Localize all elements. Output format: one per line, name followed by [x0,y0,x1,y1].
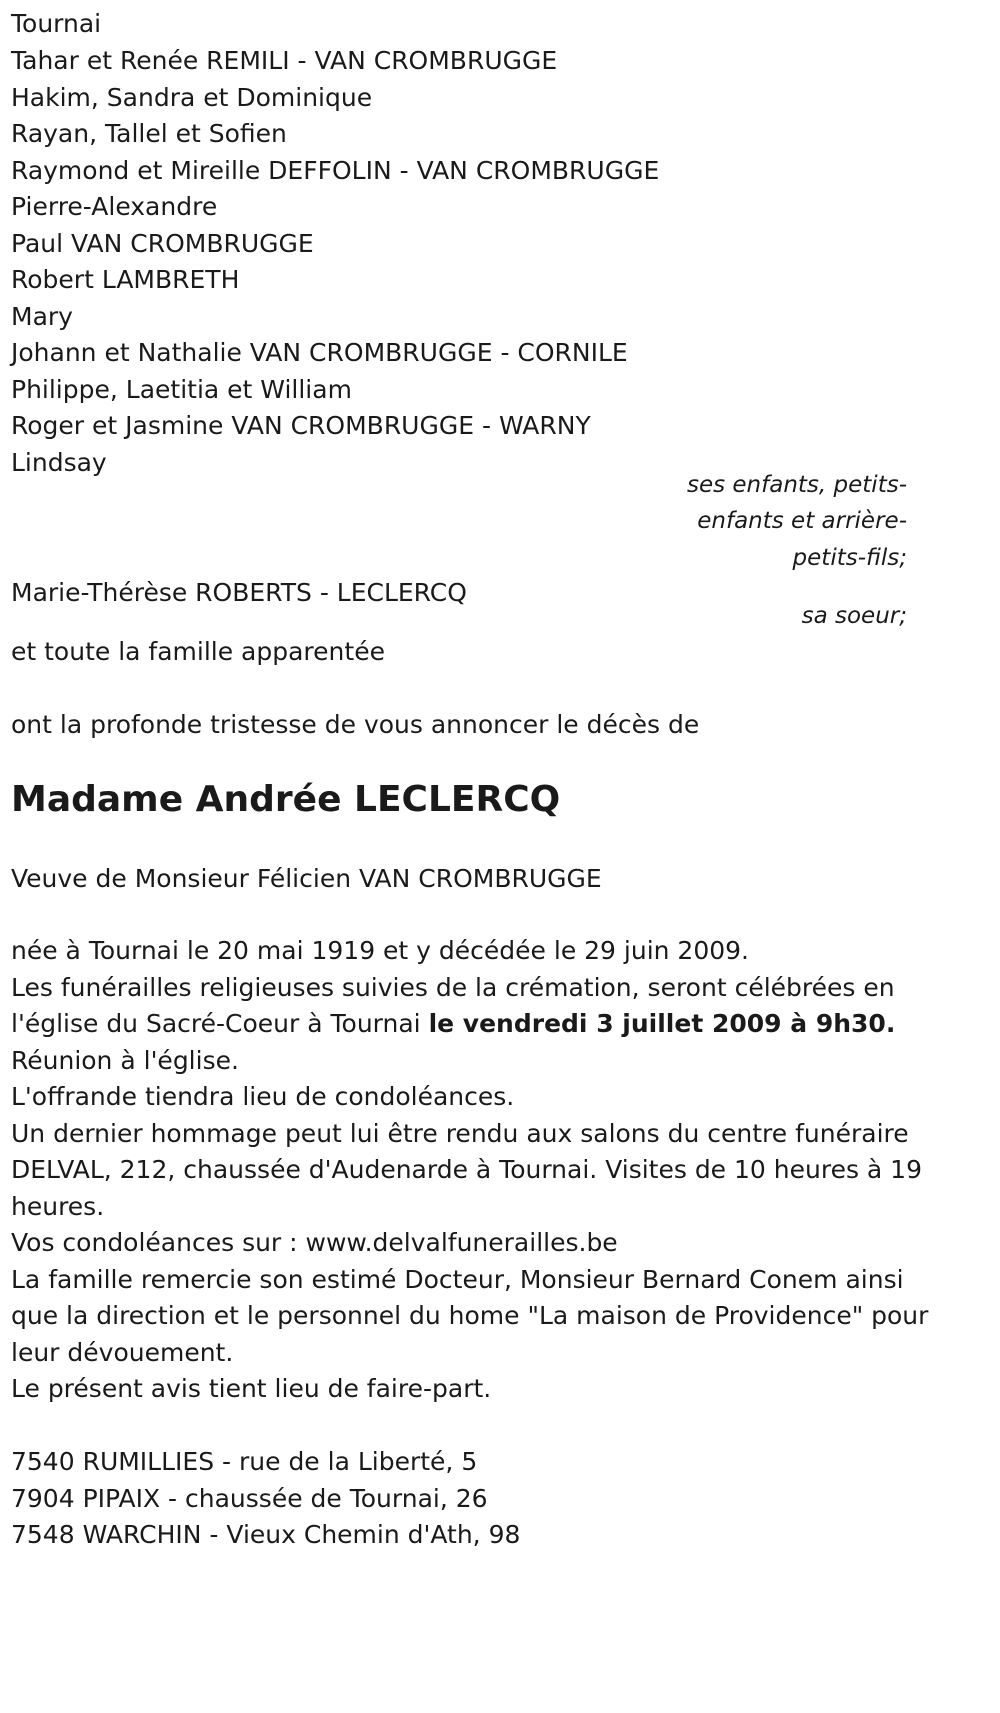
family-member: Roger et Jasmine VAN CROMBRUGGE - WARNY [11,411,591,440]
offering-text: L'offrande tiendra lieu de condoléances. [11,1082,515,1111]
address: 7548 WARCHIN - Vieux Chemin d'Ath, 98 [11,1520,521,1549]
announcement-intro: ont la profonde tristesse de vous annoncer le décès de [11,710,700,739]
place-name: Tournai [11,9,102,38]
family-member: Rayan, Tallel et Sofien [11,119,287,148]
family-member: Tahar et Renée REMILI - VAN CROMBRUGGE [11,46,558,75]
extended-family: et toute la famille apparentée [11,637,385,666]
sister-name: Marie-Thérèse ROBERTS - LECLERCQ [11,578,467,607]
funeral-text: Les funérailles religieuses suivies de la crémation, seront célébrées en [11,973,895,1002]
funeral-text-prefix: l'église du Sacré-Coeur à Tournai [11,1009,429,1038]
deceased-name: Madame Andrée LECLERCQ [11,779,561,820]
family-member: Mary [11,302,73,331]
homage-text: Un dernier hommage peut lui être rendu aux salons du centre funéraire [11,1119,909,1148]
condolences-text: Vos condoléances sur : www.delvalfunerailles.be [11,1228,618,1257]
family-member: Pierre-Alexandre [11,192,218,221]
funeral-text [11,1006,895,1042]
family-member: Robert LAMBRETH [11,265,240,294]
homage-text: DELVAL, 212, chaussée d'Audenarde à Tournai. Visites de 10 heures à 19 [11,1155,922,1184]
relation-note: ses enfants, petits- [686,472,907,498]
relation-note: sa soeur; [801,603,907,629]
funeral-date: le vendredi 3 juillet 2009 à 9h30. [428,1009,896,1038]
homage-text: heures. [11,1192,105,1221]
family-member: Raymond et Mireille DEFFOLIN - VAN CROMBRUGGE [11,156,660,185]
relation-note: petits-fils; [792,545,907,571]
family-member: Philippe, Laetitia et William [11,375,352,404]
family-member: Johann et Nathalie VAN CROMBRUGGE - CORNILE [11,338,628,367]
family-member: Paul VAN CROMBRUGGE [11,229,314,258]
address: 7540 RUMILLIES - rue de la Liberté, 5 [11,1447,478,1476]
thanks-text: La famille remercie son estimé Docteur, Monsieur Bernard Conem ainsi [11,1265,904,1294]
family-member: Hakim, Sandra et Dominique [11,83,373,112]
relation-note: enfants et arrière- [697,508,907,534]
thanks-text: que la direction et le personnel du home "La maison de Providence" pour [11,1301,929,1330]
meeting-text: Réunion à l'église. [11,1046,239,1075]
thanks-text: leur dévouement. [11,1338,234,1367]
notice-text: Le présent avis tient lieu de faire-part. [11,1374,492,1403]
family-member: Lindsay [11,448,107,477]
widow-of: Veuve de Monsieur Félicien VAN CROMBRUGGE [11,864,602,893]
birth-death: née à Tournai le 20 mai 1919 et y décédée le 29 juin 2009. [11,936,750,965]
address: 7904 PIPAIX - chaussée de Tournai, 26 [11,1484,488,1513]
